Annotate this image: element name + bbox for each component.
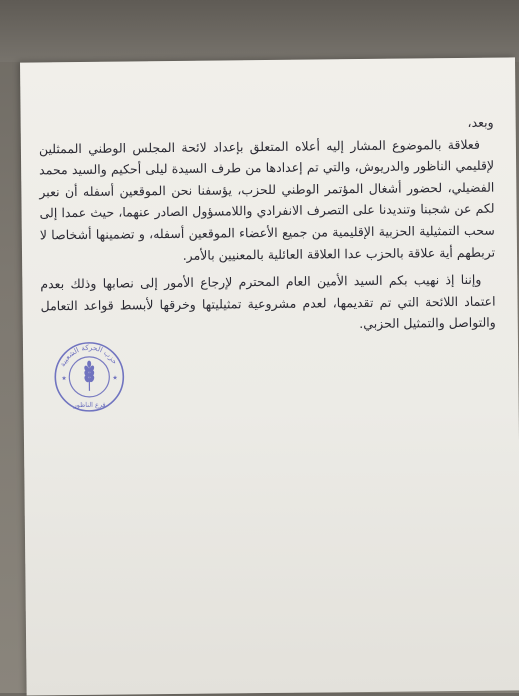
letter-paragraph-2: وإننا إذ نهيب بكم السيد الأمين العام المحترم لإرجاع الأمور إلى نصابها وذلك بعدم اعتماد اللائحة التي تم تقديمها، لعدم مشروعية تمثيليتها وخرقها لأبسط قواعد التعامل والتواصل والتمثيل الحزبي. [40, 269, 496, 339]
stamp-ring-text: حزب الحركة الشعبية [57, 342, 119, 368]
desk-background [0, 0, 519, 62]
letter-paragraph-1: فعلاقة بالموضوع المشار إليه أعلاه المتعلق بإعداد لائحة المجلس الوطني الممثلين لإقليمي الناظور والدريوش، والتي تم إعدادها من طرف السيدة ليلى أحكيم والسيد محمد الفضيلي، لحضور أشغال المؤتمر الوطني للحزب، يؤسفنا نحن الموقعين أسفله أن نعبر لكم عن شجبنا وتنديدنا على التصرف الانفرادي واللامسؤول الصادر عنهما، حيث عمدا إلى سحب التمثيلية الحزبية الإقليمية من جميع الأعضاء الموقعين أسفله، و تضمينها أشخاصا لا تربطهم أية علاقة بالحزب عدا العلاقة العائلية بالمعنيين بالأمر. [39, 133, 495, 267]
stamp-star-right-icon: ★ [112, 375, 117, 382]
party-stamp [53, 341, 126, 414]
stamp-star-left-icon: ★ [61, 375, 66, 382]
salutation: وبعد، [39, 112, 494, 138]
wheat-emblem-icon [84, 361, 95, 391]
stamp-branch-text: فرع الناظور [73, 401, 106, 409]
letter-page [20, 57, 519, 695]
letter-body [39, 112, 496, 339]
